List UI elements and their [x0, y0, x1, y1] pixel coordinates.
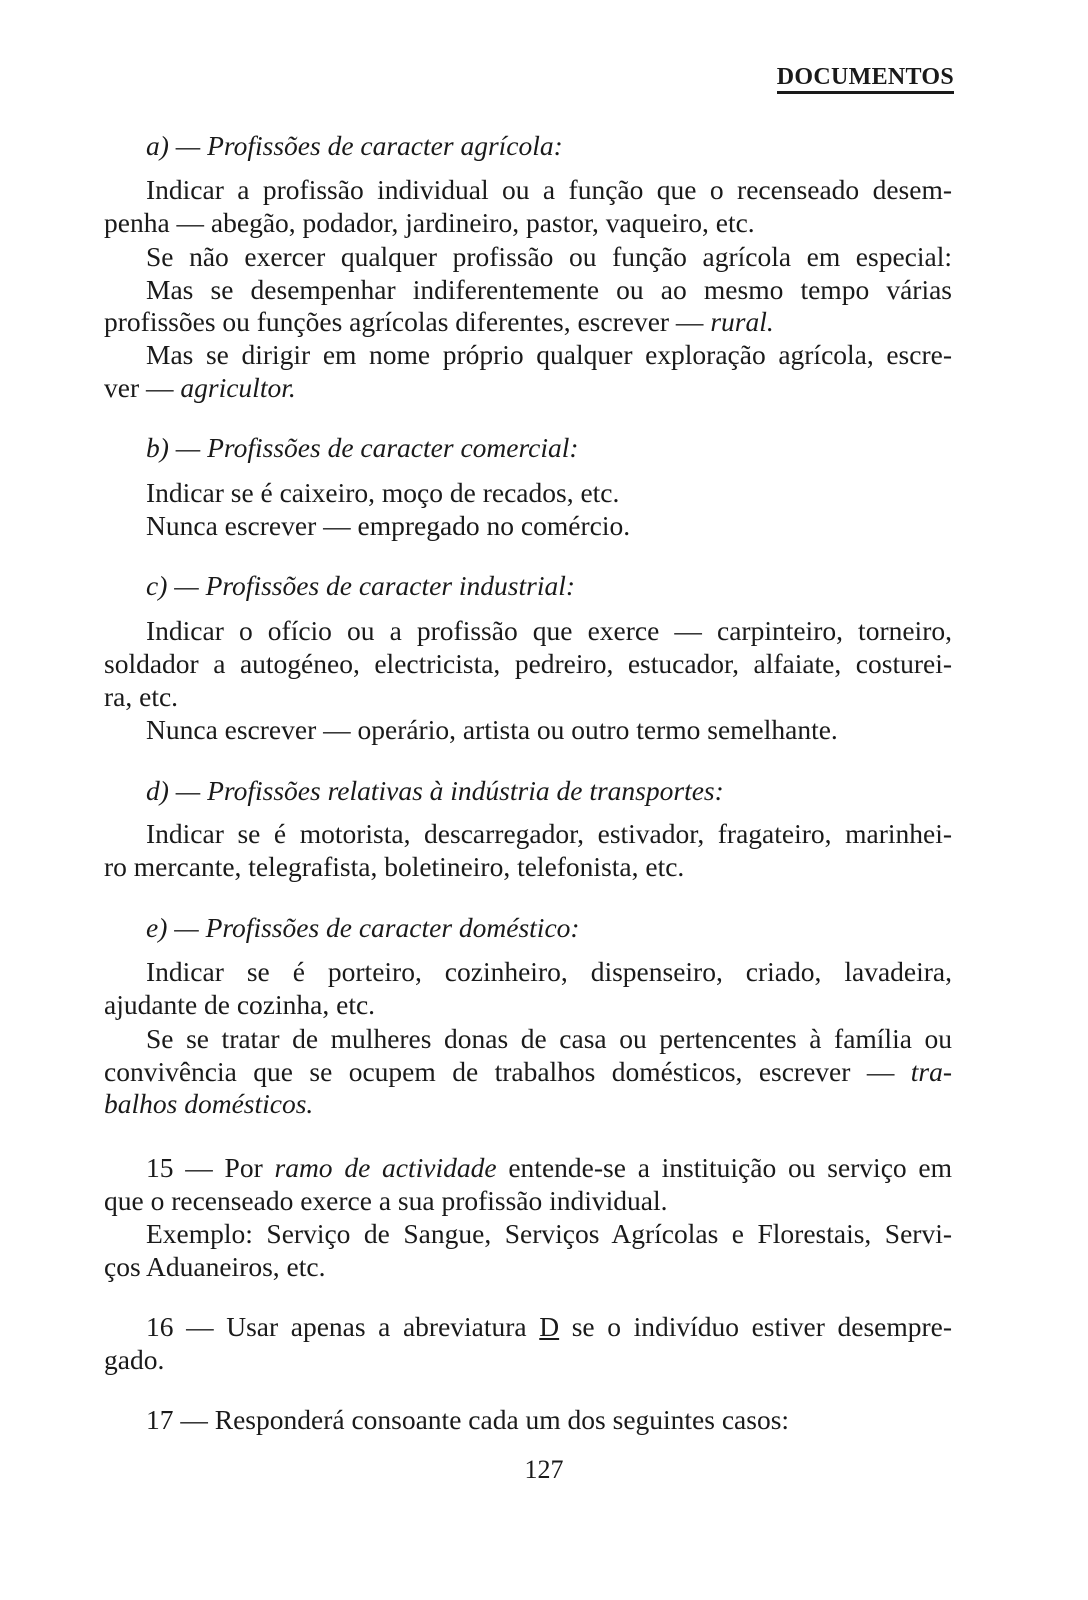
section-e-title: Profissões de caracter doméstico: [205, 912, 580, 943]
running-header: DOCUMENTOS [777, 64, 954, 94]
term-agricultor: agricultor. [180, 372, 296, 403]
section-b-line-2: Nunca escrever — empregado no comércio. [146, 510, 631, 541]
section-a-line-6: Mas se dirigir em nome próprio qualquer exploração agrícola, escre- [146, 339, 952, 370]
item-16-pre: Usar apenas a abreviatura [226, 1311, 540, 1342]
section-b-label: b) [146, 432, 169, 463]
section-a-label: a) [146, 130, 169, 161]
item-15-dash: — [185, 1152, 213, 1183]
item-16-number: 16 [146, 1311, 174, 1342]
section-c-line-4: Nunca escrever — operário, artista ou outro termo semelhante. [146, 714, 838, 745]
section-a-line-5-text: profissões ou funções agrícolas diferentes, escrever — [104, 306, 711, 337]
item-15-post: entende-se a instituição ou serviço em [496, 1152, 953, 1183]
term-trabalhos-part2: balhos domésticos. [104, 1088, 314, 1119]
section-a-line-1: Indicar a profissão individual ou a função que o recenseado desem- [146, 174, 952, 205]
section-e-line-4-text: convivência que se ocupem de trabalhos domésticos, escrever — [104, 1056, 911, 1087]
section-a-line-5 [104, 306, 952, 338]
abbr-d: D [539, 1311, 560, 1342]
term-trabalhos-part1: tra- [910, 1056, 952, 1087]
section-c-heading [146, 570, 952, 602]
section-d-dash: — [175, 775, 201, 806]
section-c-line-3: ra, etc. [104, 681, 179, 712]
section-d-label: d) [146, 775, 169, 806]
section-c-line-1: Indicar o ofício ou a profissão que exerce — carpinteiro, torneiro, [146, 615, 952, 646]
item-15-example-2: ços Aduaneiros, etc. [104, 1251, 326, 1282]
section-b-heading [146, 432, 952, 464]
section-c-title: Profissões de caracter industrial: [205, 570, 576, 601]
item-16-line-2: gado. [104, 1344, 165, 1375]
section-e-dash: — [174, 912, 199, 943]
section-e-heading [146, 912, 952, 944]
section-e-line-4 [104, 1056, 952, 1088]
section-a-line-4: Mas se desempenhar indiferentemente ou ao mesmo tempo várias [146, 274, 952, 305]
section-a-line-2: penha — abegão, podador, jardineiro, pastor, vaqueiro, etc. [104, 207, 755, 238]
item-15-line-1 [146, 1152, 952, 1184]
item-15-line-2: que o recenseado exerce a sua profissão individual. [104, 1185, 668, 1216]
section-a-line-7-text: ver — [104, 372, 181, 403]
section-a-line-7 [104, 372, 952, 404]
term-ramo-de-actividade: ramo de actividade [274, 1152, 497, 1183]
item-17-line-1 [146, 1404, 952, 1436]
item-15-pre: Por [224, 1152, 275, 1183]
section-e-label: e) [146, 912, 168, 943]
item-16-dash: — [186, 1311, 214, 1342]
section-a-title: Profissões de caracter agrícola: [207, 130, 563, 161]
item-17-dash: — [180, 1404, 208, 1435]
term-rural: rural. [710, 306, 774, 337]
item-16-post: se o indivíduo estiver desempre- [559, 1311, 953, 1342]
section-e-line-2: ajudante de cozinha, etc. [104, 989, 376, 1020]
item-16-line-1 [146, 1311, 952, 1343]
item-15-example-1: Exemplo: Serviço de Sangue, Serviços Agrícolas e Florestais, Servi- [146, 1218, 952, 1249]
section-d-line-1: Indicar se é motorista, descarregador, estivador, fragateiro, marinhei- [146, 818, 952, 849]
section-d-title: Profissões relativas à indústria de transportes: [207, 775, 724, 806]
section-b-dash: — [175, 432, 201, 463]
section-b-title: Profissões de caracter comercial: [207, 432, 579, 463]
page-number: 127 [524, 1455, 564, 1484]
section-d-heading [146, 775, 952, 807]
section-e-line-1: Indicar se é porteiro, cozinheiro, dispenseiro, criado, lavadeira, [146, 956, 952, 987]
item-15-number: 15 [146, 1152, 174, 1183]
section-d-line-2: ro mercante, telegrafista, boletineiro, telefonista, etc. [104, 851, 685, 882]
item-17-number: 17 [146, 1404, 174, 1435]
section-a-line-3: Se não exercer qualquer profissão ou função agrícola em especial: [146, 241, 952, 272]
section-c-line-2: soldador a autogéneo, electricista, pedreiro, estucador, alfaiate, costurei- [104, 648, 952, 679]
section-e-line-3: Se se tratar de mulheres donas de casa ou pertencentes à família ou [146, 1023, 952, 1054]
section-c-dash: — [174, 570, 199, 601]
item-17-text: Responderá consoante cada um dos seguintes casos: [214, 1404, 790, 1435]
section-c-label: c) [146, 570, 168, 601]
section-a-dash: — [175, 130, 201, 161]
section-a-heading [146, 130, 952, 162]
section-b-line-1: Indicar se é caixeiro, moço de recados, etc. [146, 477, 620, 508]
